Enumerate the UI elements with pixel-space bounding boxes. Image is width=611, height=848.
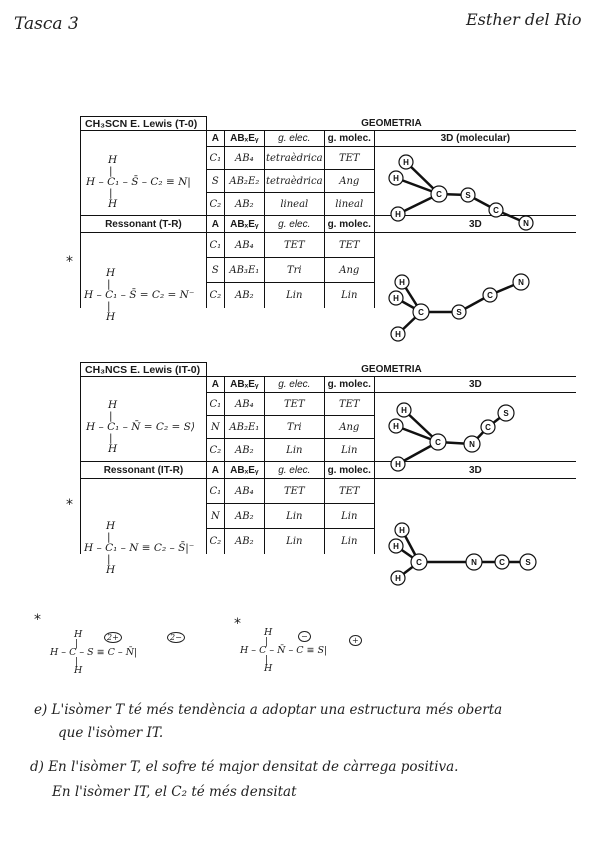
col-gmolec: g. molec. <box>324 131 374 147</box>
molecule-3d-ch3ncs-resonance <box>384 518 544 588</box>
cell: tetraèdrica <box>264 147 324 170</box>
asterisk-mark: * <box>234 616 241 632</box>
atom-label: N <box>471 558 477 567</box>
cell: Lin <box>324 529 374 554</box>
col-gmolec: g. molec. <box>324 377 374 393</box>
lewis-structure-bottom-2: H | H – C – N̄ – C ≡ S| | H <box>240 627 328 674</box>
geometry-label: GEOMETRIA <box>206 363 576 377</box>
col-3d: 3D <box>374 462 576 479</box>
atom-label: H <box>393 174 399 183</box>
asterisk-mark: * <box>34 612 41 628</box>
resonance-title: Ressonant (IT-R) <box>81 462 207 479</box>
atom-label: C <box>416 558 422 567</box>
cell: C₂ <box>206 193 224 216</box>
atom-label: H <box>395 460 401 469</box>
atom-label: C <box>418 308 424 317</box>
cell: TET <box>324 233 374 258</box>
asterisk-mark: * <box>66 254 73 270</box>
col-gelec: g. elec. <box>264 131 324 147</box>
cell: S <box>206 170 224 193</box>
cell: TET <box>324 393 374 416</box>
cell: Tri <box>264 258 324 283</box>
lewis-structure-ch3ncs-resonance: H | H – C₁ – N ≡ C₂ – S̄|⁻ | H <box>84 520 195 576</box>
cell: Tri <box>264 416 324 439</box>
cell: TET <box>324 147 374 170</box>
answer-d-line-2: En l'isòmer IT, el C₂ té més densitat <box>52 784 297 800</box>
col-3d: 3D (molecular) <box>374 131 576 147</box>
atom-label: H <box>403 158 409 167</box>
col-abxey: ABₓEᵧ <box>224 131 264 147</box>
atom-label: C <box>487 291 493 300</box>
cell: Lin <box>264 504 324 529</box>
atom-label: H <box>395 210 401 219</box>
cell: AB₃E₁ <box>224 258 264 283</box>
formal-charge-badge: + <box>349 635 362 646</box>
atom-label: H <box>393 542 399 551</box>
cell: Lin <box>324 439 374 462</box>
col-abxey: ABₓEᵧ <box>224 462 264 479</box>
lewis-structure-ch3scn: H | H – C₁ – S̄ – C₂ ≡ N| | H <box>86 154 191 210</box>
formal-charge-badge: 2− <box>167 632 185 643</box>
cell: Lin <box>264 283 324 308</box>
cell: Ang <box>324 258 374 283</box>
cell: AB₄ <box>224 147 264 170</box>
cell: AB₂ <box>224 439 264 462</box>
cell: lineal <box>324 193 374 216</box>
lewis-structure-ch3ncs: H | H – C₁ – N̄ = C₂ = S⟩ | H <box>86 399 195 455</box>
col-gelec: g. elec. <box>264 377 324 393</box>
cell: AB₂ <box>224 283 264 308</box>
cell: tetraèdrica <box>264 170 324 193</box>
atom-label: C <box>485 423 491 432</box>
asterisk-mark: * <box>66 497 73 513</box>
cell: AB₄ <box>224 393 264 416</box>
col-abxey: ABₓEᵧ <box>224 377 264 393</box>
resonance-title: Ressonant (T-R) <box>81 216 207 233</box>
lewis-structure-ch3scn-resonance: H | H – C₁ – S̄ = C₂ = N⁻ | H <box>84 267 195 323</box>
col-abxey: ABₓEᵧ <box>224 216 264 233</box>
molecule-3d-ch3ncs <box>384 398 544 486</box>
atom-label: S <box>525 558 531 567</box>
cell: AB₂ <box>224 529 264 554</box>
atom-label: H <box>401 406 407 415</box>
cell: C₁ <box>206 479 224 504</box>
cell: AB₄ <box>224 479 264 504</box>
cell: TET <box>264 233 324 258</box>
atom-label: H <box>393 422 399 431</box>
cell: TET <box>264 479 324 504</box>
atom-label: H <box>395 330 401 339</box>
col-a: A <box>206 216 224 233</box>
lewis-structure-bottom-1: H | H – C – S ≡ C – N̄| | H <box>50 629 138 676</box>
cell: AB₂E₂ <box>224 170 264 193</box>
cell: TET <box>264 393 324 416</box>
cell: Ang <box>324 170 374 193</box>
table-title: CH₃NCS E. Lewis (IT-0) <box>81 363 207 377</box>
author-name: Esther del Rio <box>466 10 582 29</box>
atom-label: C <box>436 190 442 199</box>
cell: Lin <box>264 529 324 554</box>
cell: TET <box>324 479 374 504</box>
atom-label: N <box>469 440 475 449</box>
table-title: CH₃SCN E. Lewis (T-0) <box>81 117 207 131</box>
cell: N <box>206 504 224 529</box>
cell: C₁ <box>206 147 224 170</box>
cell: Lin <box>324 283 374 308</box>
col-gmolec: g. molec. <box>324 216 374 233</box>
atom-label: C <box>435 438 441 447</box>
cell: lineal <box>264 193 324 216</box>
cell: AB₂ <box>224 193 264 216</box>
atom-label: S <box>503 409 509 418</box>
atom-label: S <box>465 191 471 200</box>
atom-label: C <box>493 206 499 215</box>
cell: Lin <box>324 504 374 529</box>
col-gelec: g. elec. <box>264 216 324 233</box>
col-3d: 3D <box>374 216 576 233</box>
cell: N <box>206 416 224 439</box>
col-gmolec: g. molec. <box>324 462 374 479</box>
atom-label: H <box>395 574 401 583</box>
geometry-label: GEOMETRIA <box>206 117 576 131</box>
cell: Ang <box>324 416 374 439</box>
cell: S <box>206 258 224 283</box>
atom-label: H <box>399 278 405 287</box>
cell: C₂ <box>206 529 224 554</box>
cell: C₁ <box>206 393 224 416</box>
molecule-3d-ch3scn <box>384 148 544 238</box>
cell: C₂ <box>206 439 224 462</box>
atom-label: H <box>399 526 405 535</box>
answer-e-line-1: e) L'isòmer T té més tendència a adoptar una estructura més oberta <box>34 702 503 718</box>
answer-d-line-1: d) En l'isòmer T, el sofre té major densitat de càrrega positiva. <box>30 759 459 775</box>
atom-label: N <box>518 278 524 287</box>
atom-label: N <box>523 219 529 228</box>
answer-e-line-2: que l'isòmer IT. <box>58 725 164 741</box>
cell: C₂ <box>206 283 224 308</box>
atom-label: S <box>456 308 462 317</box>
cell: AB₂E₁ <box>224 416 264 439</box>
col-3d: 3D <box>374 377 576 393</box>
cell: C₁ <box>206 233 224 258</box>
atom-label: C <box>499 558 505 567</box>
col-gelec: g. elec. <box>264 462 324 479</box>
formal-charge-badge: 2+ <box>104 632 122 643</box>
col-a: A <box>206 131 224 147</box>
col-a: A <box>206 462 224 479</box>
page-title: Tasca 3 <box>14 14 79 34</box>
atom-label: H <box>393 294 399 303</box>
cell: AB₂ <box>224 504 264 529</box>
molecule-3d-ch3scn-resonance <box>384 268 544 348</box>
col-a: A <box>206 377 224 393</box>
cell: Lin <box>264 439 324 462</box>
cell: AB₄ <box>224 233 264 258</box>
formal-charge-badge: − <box>298 631 311 642</box>
